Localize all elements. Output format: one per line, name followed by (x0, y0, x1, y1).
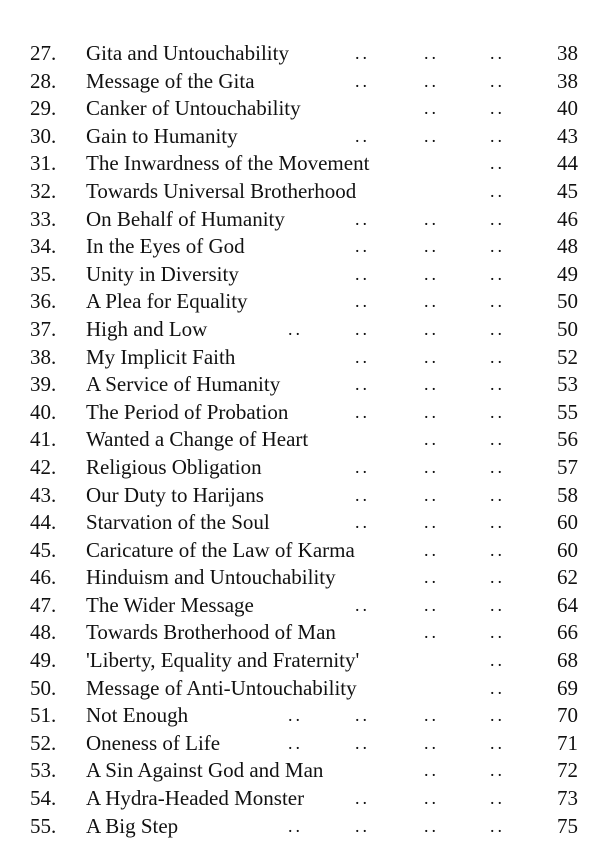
entry-title: Message of the Gita (86, 68, 255, 93)
entry-number: 33. (30, 206, 57, 231)
entry-page-number: 60 (557, 510, 578, 535)
dot-leader: .. (490, 650, 505, 671)
dot-leader: .. (424, 70, 439, 91)
toc-entry (0, 261, 600, 289)
entry-title: A Big Step (86, 813, 179, 838)
dot-leader: .. (490, 291, 505, 312)
entry-title: Oneness of Life (86, 730, 221, 755)
entry-title: Religious Obligation (86, 454, 262, 479)
toc-entry (0, 68, 600, 96)
entry-page-number: 55 (557, 399, 578, 424)
entry-page-number: 50 (557, 289, 578, 314)
entry-number: 35. (30, 261, 57, 286)
entry-title: A Sin Against God and Man (86, 758, 324, 783)
entry-title: Starvation of the Soul (86, 510, 270, 535)
entry-page-number: 53 (557, 372, 578, 397)
dot-leader: .. (490, 98, 505, 119)
dot-leader: .. (490, 760, 505, 781)
entry-number: 51. (30, 703, 57, 728)
toc-entry (0, 675, 600, 703)
toc-entry (0, 482, 600, 510)
dot-leader: .. (424, 567, 439, 588)
entry-number: 41. (30, 427, 57, 452)
table-of-contents (0, 40, 600, 840)
entry-page-number: 40 (557, 96, 578, 121)
dot-leader: .. (424, 43, 439, 63)
toc-entry (0, 371, 600, 399)
dot-leader: .. (288, 732, 303, 753)
entry-page-number: 60 (557, 537, 578, 562)
dot-leader: .. (490, 125, 505, 146)
entry-number: 53. (30, 758, 57, 783)
dot-leader: .. (424, 622, 439, 643)
dot-leader: .. (490, 401, 505, 422)
dot-leader: .. (490, 208, 505, 229)
entry-title: Towards Brotherhood of Man (86, 620, 336, 645)
entry-page-number: 50 (557, 316, 578, 341)
entry-number: 52. (30, 730, 57, 755)
dot-leader: .. (424, 263, 439, 284)
dot-leader: .. (355, 291, 370, 312)
toc-entry (0, 537, 600, 565)
dot-leader: .. (355, 236, 370, 257)
dot-leader: .. (424, 236, 439, 257)
toc-entry (0, 509, 600, 537)
entry-title: Wanted a Change of Heart (86, 427, 309, 452)
dot-leader: .. (355, 732, 370, 753)
entry-number: 50. (30, 675, 57, 700)
entry-title: High and Low (86, 316, 208, 341)
dot-leader: .. (355, 484, 370, 505)
toc-entry (0, 344, 600, 372)
entry-number: 44. (30, 510, 57, 535)
entry-page-number: 68 (557, 648, 578, 673)
entry-page-number: 58 (557, 482, 578, 507)
toc-entry (0, 123, 600, 151)
dot-leader: .. (490, 622, 505, 643)
toc-entry (0, 730, 600, 758)
dot-leader: .. (490, 180, 505, 201)
dot-leader: .. (355, 788, 370, 809)
toc-entry (0, 813, 600, 841)
dot-leader: .. (355, 401, 370, 422)
dot-leader: .. (288, 318, 303, 339)
entry-title: Message of Anti-Untouchability (86, 675, 357, 700)
dot-leader: .. (424, 815, 439, 836)
dot-leader: .. (355, 43, 370, 63)
entry-number: 55. (30, 813, 57, 838)
entry-number: 29. (30, 96, 57, 121)
dot-leader: .. (490, 512, 505, 533)
dot-leader: .. (355, 456, 370, 477)
dot-leader: .. (424, 456, 439, 477)
entry-title: Hinduism and Untouchability (86, 565, 336, 590)
dot-leader: .. (355, 70, 370, 91)
dot-leader: .. (424, 594, 439, 615)
entry-page-number: 56 (557, 427, 578, 452)
toc-entry (0, 647, 600, 675)
entry-number: 28. (30, 68, 57, 93)
dot-leader: .. (424, 98, 439, 119)
dot-leader: .. (355, 512, 370, 533)
toc-entry (0, 233, 600, 261)
entry-number: 39. (30, 372, 57, 397)
toc-entry (0, 178, 600, 206)
entry-page-number: 45 (557, 178, 578, 203)
entry-title: The Inwardness of the Movement (86, 151, 370, 176)
entry-number: 48. (30, 620, 57, 645)
entry-number: 31. (30, 151, 57, 176)
dot-leader: .. (355, 208, 370, 229)
entry-number: 54. (30, 786, 57, 811)
entry-title: A Plea for Equality (86, 289, 248, 314)
dot-leader: .. (355, 705, 370, 726)
entry-title: Unity in Diversity (86, 261, 239, 286)
entry-title: Caricature of the Law of Karma (86, 537, 355, 562)
dot-leader: .. (424, 125, 439, 146)
entry-number: 47. (30, 592, 57, 617)
entry-page-number: 73 (557, 786, 578, 811)
entry-title: On Behalf of Humanity (86, 206, 285, 231)
toc-entry (0, 399, 600, 427)
entry-number: 38. (30, 344, 57, 369)
dot-leader: .. (490, 815, 505, 836)
toc-entry (0, 785, 600, 813)
dot-leader: .. (288, 705, 303, 726)
dot-leader: .. (490, 732, 505, 753)
dot-leader: .. (424, 318, 439, 339)
entry-number: 40. (30, 399, 57, 424)
toc-entry (0, 426, 600, 454)
dot-leader: .. (490, 539, 505, 560)
entry-title: In the Eyes of God (86, 234, 245, 259)
dot-leader: .. (490, 456, 505, 477)
entry-page-number: 38 (557, 41, 578, 65)
entry-number: 43. (30, 482, 57, 507)
entry-page-number: 66 (557, 620, 578, 645)
dot-leader: .. (424, 429, 439, 450)
dot-leader: .. (424, 705, 439, 726)
entry-page-number: 43 (557, 123, 578, 148)
entry-page-number: 38 (557, 68, 578, 93)
dot-leader: .. (490, 346, 505, 367)
toc-entry (0, 288, 600, 316)
toc-entry (0, 592, 600, 620)
entry-number: 49. (30, 648, 57, 673)
entry-number: 27. (30, 41, 57, 65)
entry-title: 'Liberty, Equality and Fraternity' (86, 648, 360, 673)
entry-title: Canker of Untouchability (86, 96, 301, 121)
dot-leader: .. (490, 677, 505, 698)
dot-leader: .. (490, 484, 505, 505)
entry-page-number: 70 (557, 703, 578, 728)
entry-title: Our Duty to Harijans (86, 482, 264, 507)
entry-title: The Period of Probation (86, 399, 289, 424)
dot-leader: .. (288, 815, 303, 836)
dot-leader: .. (424, 760, 439, 781)
entry-page-number: 69 (557, 675, 578, 700)
dot-leader: .. (424, 484, 439, 505)
dot-leader: .. (355, 263, 370, 284)
toc-entry (0, 564, 600, 592)
entry-number: 37. (30, 316, 57, 341)
entry-number: 46. (30, 565, 57, 590)
dot-leader: .. (490, 594, 505, 615)
entry-number: 36. (30, 289, 57, 314)
dot-leader: .. (355, 346, 370, 367)
dot-leader: .. (490, 788, 505, 809)
dot-leader: .. (424, 401, 439, 422)
dot-leader: .. (490, 429, 505, 450)
entry-page-number: 44 (557, 151, 578, 176)
entry-title: My Implicit Faith (86, 344, 236, 369)
dot-leader: .. (490, 318, 505, 339)
dot-leader: .. (355, 125, 370, 146)
toc-entry (0, 316, 600, 344)
dot-leader: .. (490, 263, 505, 284)
dot-leader: .. (424, 291, 439, 312)
entry-number: 45. (30, 537, 57, 562)
entry-number: 30. (30, 123, 57, 148)
dot-leader: .. (490, 236, 505, 257)
dot-leader: .. (355, 318, 370, 339)
dot-leader: .. (490, 374, 505, 395)
entry-page-number: 71 (557, 730, 578, 755)
entry-title: Towards Universal Brotherhood (86, 178, 357, 203)
entry-page-number: 57 (557, 454, 578, 479)
dot-leader: .. (424, 788, 439, 809)
toc-entry (0, 619, 600, 647)
entry-page-number: 52 (557, 344, 578, 369)
entry-title: A Hydra-Headed Monster (86, 786, 305, 811)
entry-number: 34. (30, 234, 57, 259)
toc-entry (0, 757, 600, 785)
dot-leader: .. (490, 43, 505, 63)
entry-title: Not Enough (86, 703, 189, 728)
entry-title: The Wider Message (86, 592, 254, 617)
entry-title: Gita and Untouchability (86, 41, 289, 65)
dot-leader: .. (490, 70, 505, 91)
entry-title: A Service of Humanity (86, 372, 281, 397)
entry-page-number: 75 (557, 813, 578, 838)
entry-title: Gain to Humanity (86, 123, 238, 148)
entry-number: 42. (30, 454, 57, 479)
dot-leader: .. (490, 567, 505, 588)
dot-leader: .. (490, 705, 505, 726)
toc-entry (0, 150, 600, 178)
entry-page-number: 49 (557, 261, 578, 286)
entry-page-number: 48 (557, 234, 578, 259)
dot-leader: .. (424, 512, 439, 533)
dot-leader: .. (424, 539, 439, 560)
toc-entry (0, 454, 600, 482)
dot-leader: .. (424, 374, 439, 395)
entry-page-number: 72 (557, 758, 578, 783)
entry-number: 32. (30, 178, 57, 203)
toc-entry (0, 206, 600, 234)
toc-entry (0, 95, 600, 123)
dot-leader: .. (355, 594, 370, 615)
entry-page-number: 64 (557, 592, 578, 617)
dot-leader: .. (424, 346, 439, 367)
entry-page-number: 62 (557, 565, 578, 590)
toc-entry (0, 702, 600, 730)
dot-leader: .. (424, 732, 439, 753)
entry-page-number: 46 (557, 206, 578, 231)
toc-entry (0, 40, 600, 68)
dot-leader: .. (490, 153, 505, 174)
dot-leader: .. (355, 374, 370, 395)
dot-leader: .. (424, 208, 439, 229)
dot-leader: .. (355, 815, 370, 836)
